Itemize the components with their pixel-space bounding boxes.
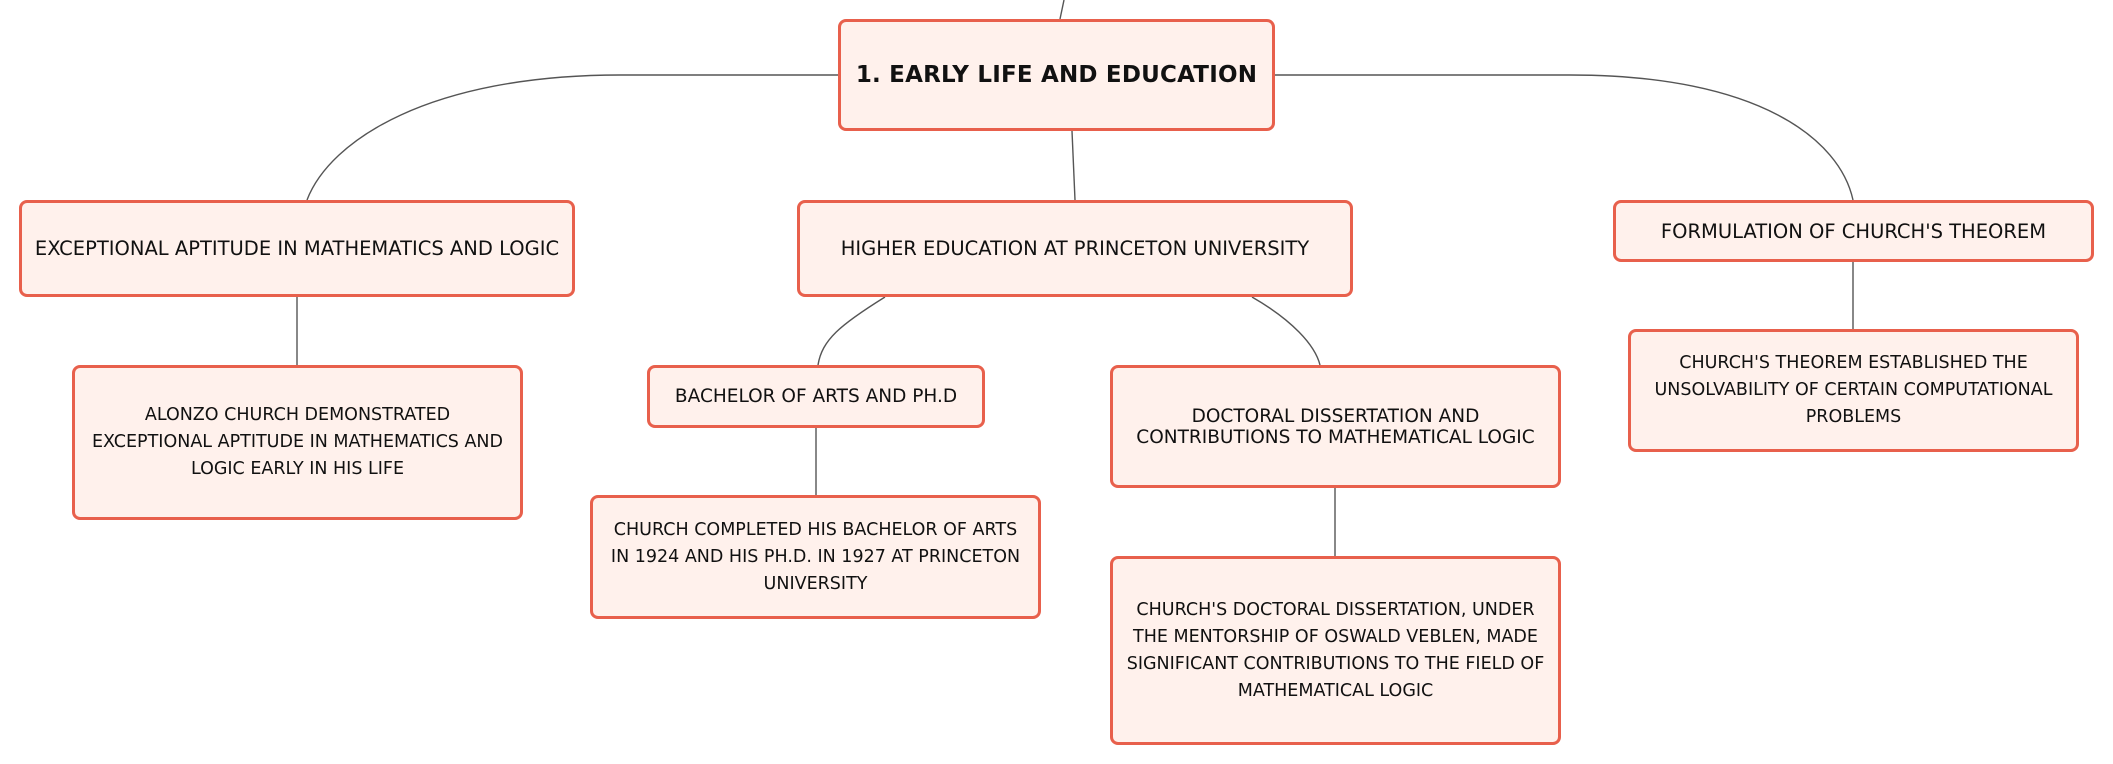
detail-node-bachelor-phd[interactable]	[590, 495, 1041, 619]
topic-node-churchs-theorem[interactable]	[1613, 200, 2094, 262]
detail-text: CHURCH'S THEOREM ESTABLISHED THE UNSOLVABILITY OF CERTAIN COMPUTATIONAL PROBLEMS	[1654, 353, 2053, 427]
topic-label: HIGHER EDUCATION AT PRINCETON UNIVERSITY	[840, 237, 1310, 260]
root-topic-label: 1. EARLY LIFE AND EDUCATION	[855, 62, 1258, 88]
connector-higher-education-to-bachelor	[818, 297, 885, 365]
root-topic-node[interactable]	[838, 19, 1275, 131]
detail-text: ALONZO CHURCH DEMONSTRATED EXCEPTIONAL APTITUDE IN MATHEMATICS AND LOGIC EARLY IN HIS LIFE	[92, 405, 503, 479]
topic-node-higher-education[interactable]	[797, 200, 1353, 297]
topic-label: FORMULATION OF CHURCH'S THEOREM	[1660, 219, 2047, 243]
detail-node-dissertation[interactable]	[1110, 556, 1561, 745]
connector-higher-education-to-dissertation	[1252, 297, 1320, 365]
connector-parent-stub	[1060, 0, 1064, 19]
subtopic-label: DOCTORAL DISSERTATION AND CONTRIBUTIONS TO MATHEMATICAL LOGIC	[1136, 405, 1535, 448]
detail-node-early-aptitude[interactable]	[72, 365, 523, 520]
subtopic-node-bachelor-phd[interactable]	[647, 365, 985, 428]
detail-node-theorem[interactable]	[1628, 329, 2079, 452]
topic-node-exceptional-aptitude[interactable]	[19, 200, 575, 297]
connector-root-to-theorem	[1275, 75, 1853, 200]
subtopic-node-doctoral-dissertation[interactable]	[1110, 365, 1561, 488]
detail-text: CHURCH'S DOCTORAL DISSERTATION, UNDER THE MENTORSHIP OF OSWALD VEBLEN, MADE SIGNIFICANT CONTRIBUTIONS TO THE FIELD OF MATHEMATICAL LOGIC	[1126, 599, 1545, 701]
connector-root-to-aptitude	[307, 75, 838, 200]
topic-label: EXCEPTIONAL APTITUDE IN MATHEMATICS AND LOGIC	[34, 237, 560, 260]
subtopic-label: BACHELOR OF ARTS AND PH.D	[674, 386, 958, 407]
detail-text: CHURCH COMPLETED HIS BACHELOR OF ARTS IN 1924 AND HIS PH.D. IN 1927 AT PRINCETON UNIVERSITY	[610, 519, 1021, 594]
connector-root-to-higher-education	[1072, 131, 1075, 200]
